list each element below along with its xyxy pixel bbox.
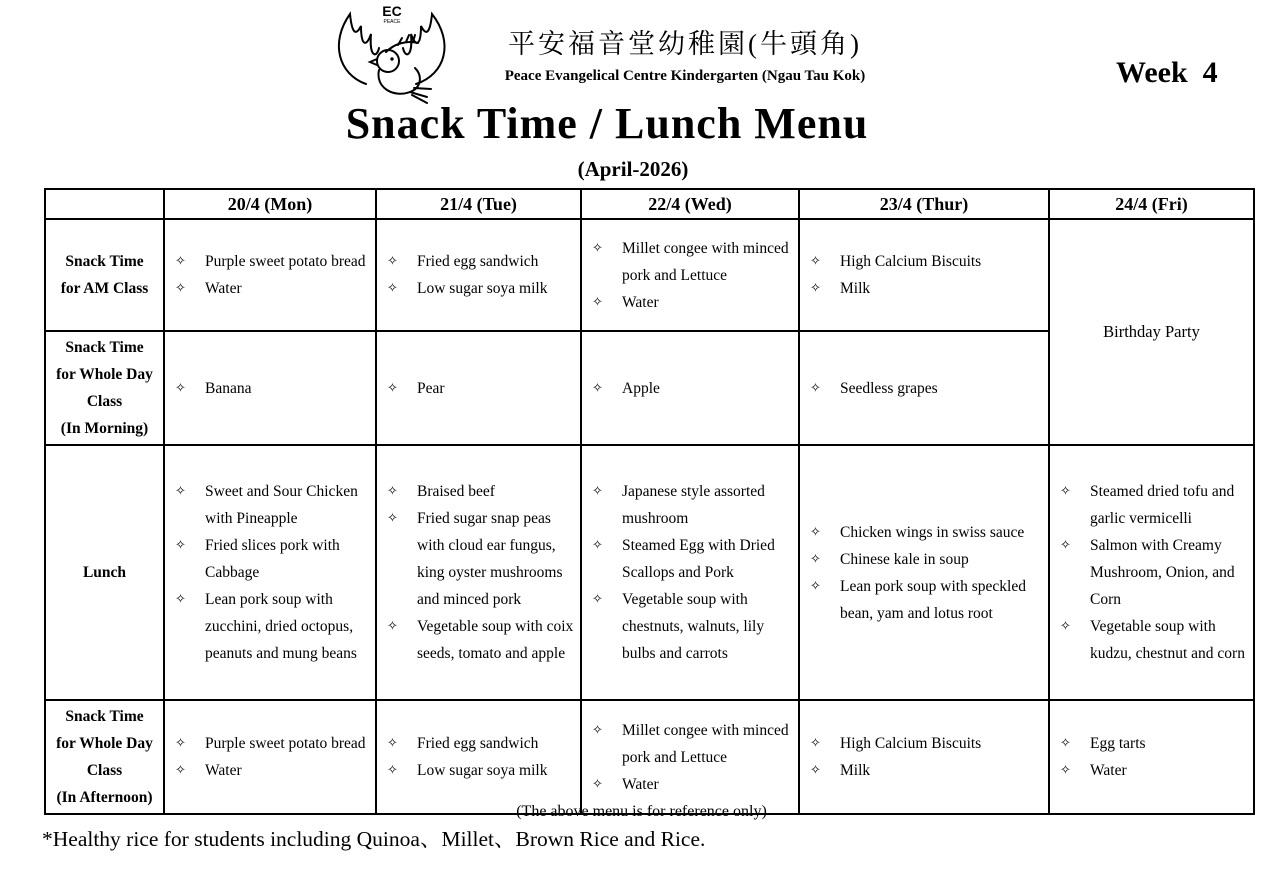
row-label: Snack Time for Whole Day Class (In Morning) — [45, 331, 164, 445]
menu-item-text: Water — [622, 293, 659, 311]
diamond-bullet-icon: ✧ — [810, 578, 821, 594]
diamond-bullet-icon: ✧ — [810, 524, 821, 540]
diamond-bullet-icon: ✧ — [175, 254, 186, 269]
diamond-bullet-icon: ✧ — [810, 254, 821, 269]
menu-item-text: Fried sugar snap peas with cloud ear fungus, king oyster mushrooms and minced pork — [417, 510, 563, 608]
diamond-bullet-icon: ✧ — [387, 619, 398, 634]
menu-item — [800, 375, 1048, 402]
menu-item — [582, 478, 798, 532]
diamond-bullet-icon: ✧ — [810, 281, 821, 296]
menu-item-text: Lean pork soup with zucchini, dried octopus, peanuts and mung beans — [205, 591, 357, 662]
diamond-bullet-icon: ✧ — [387, 736, 398, 751]
menu-item-text: High Calcium Biscuits — [840, 253, 982, 270]
diamond-bullet-icon: ✧ — [175, 736, 186, 751]
menu-row — [45, 445, 1254, 700]
menu-item — [582, 235, 798, 289]
menu-cell — [799, 219, 1049, 331]
menu-cell — [581, 445, 799, 700]
diamond-bullet-icon: ✧ — [810, 736, 821, 751]
menu-item-text: Pear — [417, 379, 445, 397]
menu-item — [165, 730, 375, 757]
menu-table-header-row — [45, 189, 1254, 219]
menu-item-text: Chicken wings in swiss sauce — [840, 523, 1025, 541]
menu-item-text: Lean pork soup with speckled bean, yam and lotus root — [840, 577, 1026, 622]
menu-item — [377, 248, 580, 275]
menu-item-text: Low sugar soya milk — [417, 280, 548, 297]
column-header: 22/4 (Wed) — [581, 189, 799, 219]
menu-item — [165, 586, 375, 667]
diamond-bullet-icon: ✧ — [1060, 763, 1071, 778]
diamond-bullet-icon: ✧ — [810, 763, 821, 778]
diamond-bullet-icon: ✧ — [810, 551, 821, 567]
menu-item — [800, 248, 1048, 275]
diamond-bullet-icon: ✧ — [387, 763, 398, 778]
menu-item-text: Water — [205, 762, 242, 779]
column-header: 21/4 (Tue) — [376, 189, 581, 219]
diamond-bullet-icon: ✧ — [387, 281, 398, 296]
menu-cell — [164, 219, 376, 331]
menu-item — [582, 289, 798, 316]
diamond-bullet-icon: ✧ — [387, 511, 398, 526]
menu-cell — [581, 331, 799, 445]
logo-monogram: EC — [382, 4, 402, 19]
menu-item — [377, 730, 580, 757]
menu-item — [582, 532, 798, 586]
menu-item — [165, 757, 375, 784]
menu-cell — [376, 700, 581, 814]
menu-cell — [799, 700, 1049, 814]
diamond-bullet-icon: ✧ — [175, 592, 186, 607]
menu-item — [165, 275, 375, 302]
menu-item — [377, 757, 580, 784]
menu-cell — [164, 700, 376, 814]
row-label: Snack Time for Whole Day Class (In Afternoon) — [45, 700, 164, 814]
reference-note: (The above menu is for reference only) — [516, 803, 767, 820]
diamond-bullet-icon: ✧ — [387, 380, 398, 396]
diamond-bullet-icon: ✧ — [592, 484, 603, 499]
menu-item-text: Vegetable soup with chestnuts, walnuts, lily bulbs and carrots — [622, 591, 765, 662]
school-name-chinese: 平安福音堂幼稚園(牛頭角) — [508, 29, 862, 59]
menu-item — [582, 771, 798, 798]
page-title: Snack Time / Lunch Menu — [345, 99, 869, 148]
menu-item — [377, 505, 580, 613]
diamond-bullet-icon: ✧ — [810, 380, 821, 396]
menu-cell — [581, 219, 799, 331]
diamond-bullet-icon: ✧ — [592, 240, 603, 256]
menu-item-text: Low sugar soya milk — [417, 762, 548, 779]
menu-item-text: High Calcium Biscuits — [840, 735, 982, 752]
menu-item-text: Water — [622, 775, 659, 793]
school-name-block — [448, 22, 922, 85]
menu-item — [800, 573, 1048, 627]
menu-item — [377, 375, 580, 402]
diamond-bullet-icon: ✧ — [592, 380, 603, 396]
menu-cell — [1049, 700, 1254, 814]
menu-item-text: Egg tarts — [1090, 735, 1146, 752]
menu-item — [800, 275, 1048, 302]
diamond-bullet-icon: ✧ — [592, 776, 603, 792]
menu-item — [1050, 730, 1253, 757]
menu-item-text: Fried slices pork with Cabbage — [205, 537, 340, 581]
menu-item — [1050, 532, 1253, 613]
menu-item — [582, 586, 798, 667]
menu-item-text: Milk — [840, 280, 871, 297]
menu-item-text: Millet congee with minced pork and Lettuce — [622, 239, 789, 284]
menu-item-text: Sweet and Sour Chicken with Pineapple — [205, 483, 358, 527]
menu-item-text: Steamed Egg with Dried Scallops and Pork — [622, 537, 775, 581]
menu-item-text: Water — [205, 280, 242, 297]
menu-item-text: Braised beef — [417, 483, 495, 500]
menu-item — [800, 546, 1048, 573]
dove-icon — [326, 4, 460, 104]
healthy-rice-note: *Healthy rice for students including Quinoa、Millet、Brown Rice and Rice. — [42, 827, 706, 851]
diamond-bullet-icon: ✧ — [175, 380, 186, 396]
menu-item-text: Seedless grapes — [840, 379, 938, 397]
diamond-bullet-icon: ✧ — [1060, 538, 1071, 553]
menu-item-text: Apple — [622, 379, 660, 397]
column-header: 23/4 (Thur) — [799, 189, 1049, 219]
menu-item — [165, 478, 375, 532]
menu-item — [165, 375, 375, 402]
menu-cell — [164, 331, 376, 445]
diamond-bullet-icon: ✧ — [387, 254, 398, 269]
diamond-bullet-icon: ✧ — [1060, 484, 1071, 499]
menu-row — [45, 700, 1254, 814]
menu-item — [582, 717, 798, 771]
menu-item-text: Chinese kale in soup — [840, 550, 969, 568]
menu-item-text: Vegetable soup with coix seeds, tomato and apple — [417, 618, 574, 662]
month-label: (April-2026) — [577, 157, 689, 181]
diamond-bullet-icon: ✧ — [592, 722, 603, 738]
menu-table-body — [45, 219, 1254, 814]
week-label: Week 4 — [1116, 56, 1218, 89]
event-cell: Birthday Party — [1049, 219, 1254, 445]
menu-item — [165, 532, 375, 586]
menu-item — [800, 519, 1048, 546]
row-label: Snack Time for AM Class — [45, 219, 164, 331]
diamond-bullet-icon: ✧ — [592, 592, 603, 607]
menu-item — [1050, 478, 1253, 532]
diamond-bullet-icon: ✧ — [175, 763, 186, 778]
menu-item-text: Fried egg sandwich — [417, 735, 539, 752]
menu-item-text: Banana — [205, 379, 252, 397]
logo-subtext: PEACE — [383, 19, 401, 25]
menu-cell — [581, 700, 799, 814]
school-logo — [326, 4, 460, 104]
menu-cell — [1049, 445, 1254, 700]
column-header: 20/4 (Mon) — [164, 189, 376, 219]
column-header: 24/4 (Fri) — [1049, 189, 1254, 219]
diamond-bullet-icon: ✧ — [1060, 736, 1071, 751]
column-header — [45, 189, 164, 219]
menu-cell — [799, 445, 1049, 700]
menu-item — [582, 375, 798, 402]
menu-cell — [376, 219, 581, 331]
diamond-bullet-icon: ✧ — [592, 538, 603, 553]
diamond-bullet-icon: ✧ — [1060, 619, 1071, 634]
menu-item — [800, 730, 1048, 757]
menu-table — [44, 188, 1255, 815]
menu-item-text: Steamed dried tofu and garlic vermicelli — [1090, 483, 1235, 527]
diamond-bullet-icon: ✧ — [175, 538, 186, 553]
menu-item — [165, 248, 375, 275]
menu-cell — [799, 331, 1049, 445]
menu-cell — [376, 331, 581, 445]
menu-item-text: Vegetable soup with kudzu, chestnut and corn — [1090, 618, 1245, 662]
menu-item — [377, 275, 580, 302]
menu-item-text: Purple sweet potato bread — [205, 735, 366, 752]
menu-item — [1050, 757, 1253, 784]
school-name-english: Peace Evangelical Centre Kindergarten (Ngau Tau Kok) — [504, 68, 866, 84]
menu-cell — [164, 445, 376, 700]
menu-item-text: Millet congee with minced pork and Lettuce — [622, 721, 789, 766]
menu-item-text: Fried egg sandwich — [417, 253, 539, 270]
menu-item — [377, 478, 580, 505]
diamond-bullet-icon: ✧ — [387, 484, 398, 499]
menu-item-text: Milk — [840, 762, 871, 779]
menu-cell — [376, 445, 581, 700]
menu-item-text: Water — [1090, 762, 1127, 779]
menu-item — [1050, 613, 1253, 667]
menu-item-text: Purple sweet potato bread — [205, 253, 366, 270]
row-label: Lunch — [45, 445, 164, 700]
diamond-bullet-icon: ✧ — [592, 294, 603, 310]
menu-row — [45, 219, 1254, 331]
menu-item — [800, 757, 1048, 784]
diamond-bullet-icon: ✧ — [175, 484, 186, 499]
menu-item-text: Japanese style assorted mushroom — [622, 483, 765, 527]
diamond-bullet-icon: ✧ — [175, 281, 186, 296]
menu-item-text: Salmon with Creamy Mushroom, Onion, and Corn — [1090, 537, 1235, 608]
menu-item — [377, 613, 580, 667]
